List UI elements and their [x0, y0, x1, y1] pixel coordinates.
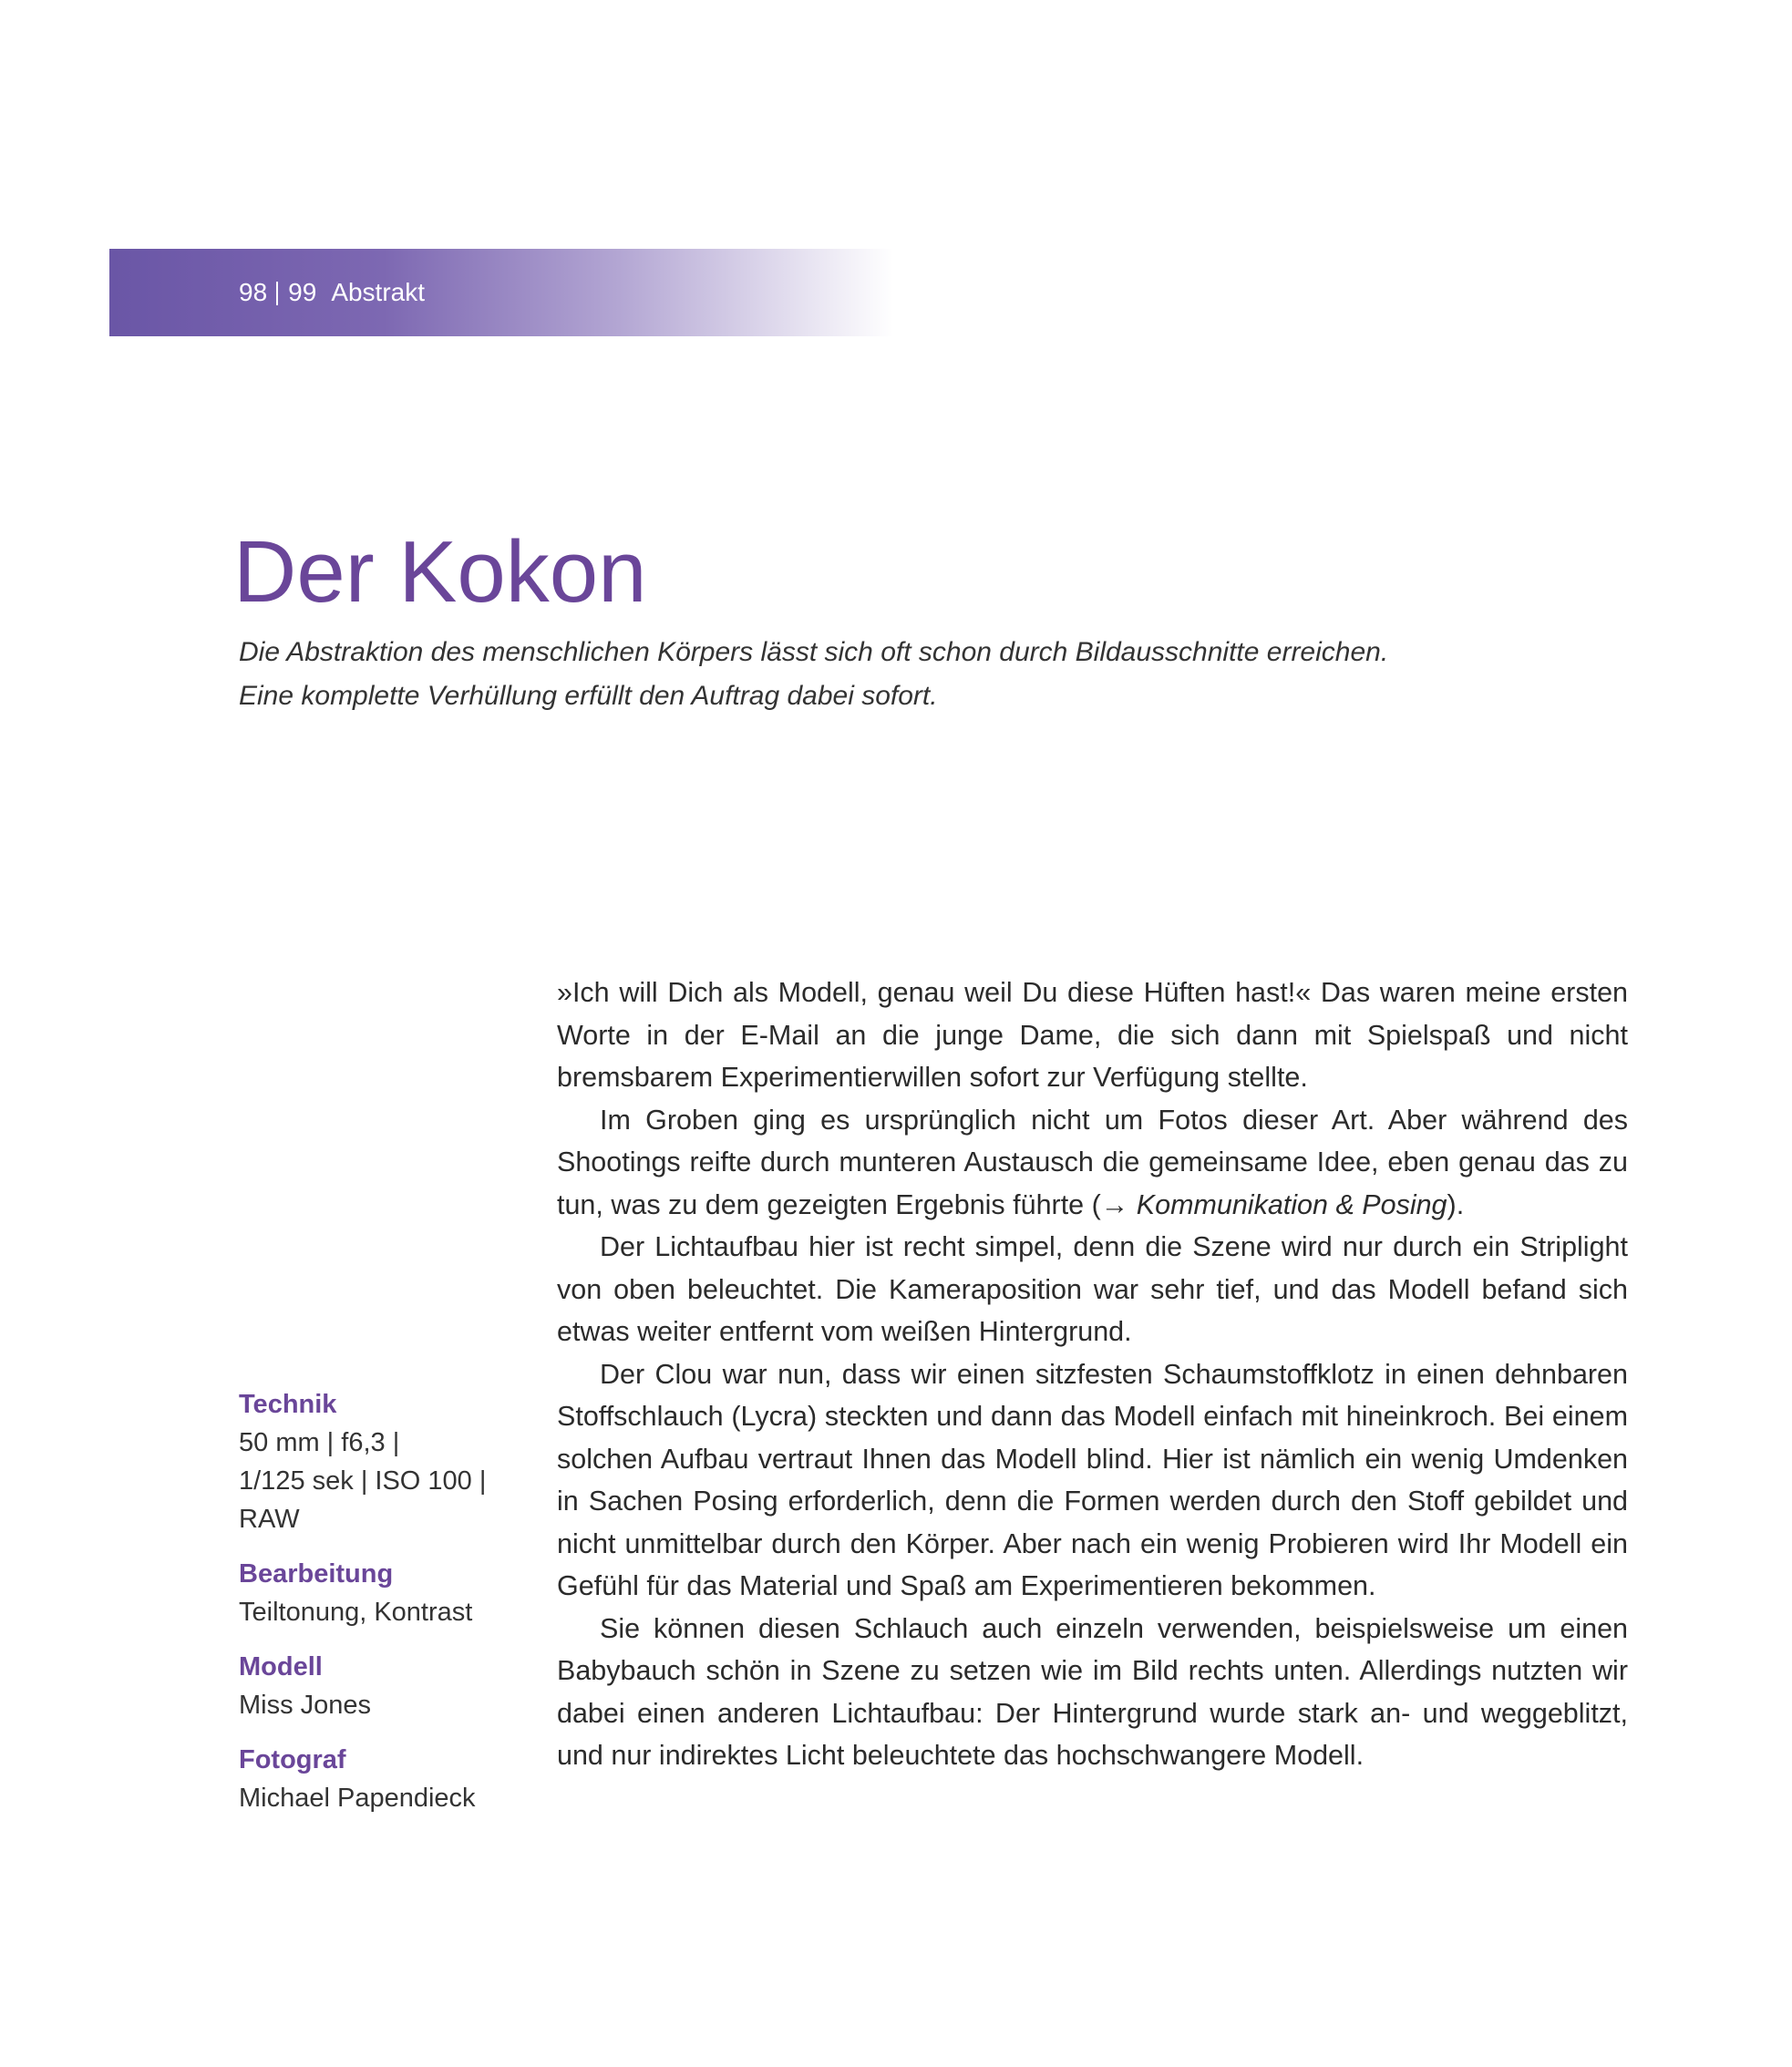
page-number-divider: [276, 282, 278, 305]
meta-modell-label: Modell: [239, 1652, 323, 1681]
paragraph-3: Der Lichtaufbau hier ist recht simpel, denn die Szene wird nur durch ein Striplight von oben beleuchtet. Die Kameraposition war sehr tief, und das Modell befand sich etwas weiter entfernt vom weißen Hintergrund.: [557, 1231, 1628, 1347]
page-title: Der Kokon: [233, 523, 647, 621]
meta-technik-label: Technik: [239, 1390, 337, 1419]
meta-technik-value-1: 50 mm | f6,3 |: [239, 1428, 400, 1457]
paragraph-2-text-end: ).: [1447, 1188, 1465, 1220]
article-body: [557, 972, 1628, 1777]
paragraph-1: »Ich will Dich als Modell, genau weil Du diese Hüften hast!« Das waren meine ersten Worte in der E-Mail an die junge Dame, die sich dann mit Spielspaß und nicht bremsbarem Experimentierwillen sofort zur Verfügung stellte.: [557, 977, 1628, 1093]
page-subtitle: [239, 631, 1624, 718]
meta-technik-value-3: RAW: [239, 1505, 300, 1534]
meta-modell: [239, 1648, 512, 1724]
meta-fotograf-value: Michael Papendieck: [239, 1784, 476, 1813]
photo-metadata-sidebar: [239, 1385, 512, 1834]
paragraph-4: Der Clou war nun, dass wir einen sitzfesten Schaumstoffklotz in einen dehnbaren Stoffschlauch (Lycra) steckten und dann das Modell einfach mit hineinkroch. Bei einem solchen Aufbau vertraut Ihnen das Modell blind. Hier ist nämlich ein wenig Umdenken in Sachen Posing erforderlich, denn die Formen werden durch den Stoff gebildet und nicht unmittelbar durch den Körper. Aber nach ein wenig Probieren wird Ihr Modell ein Gefühl für das Material und Spaß am Experimentieren bekommen.: [557, 1358, 1628, 1601]
chapter-header: [239, 249, 425, 336]
meta-bearbeitung: [239, 1555, 512, 1631]
chapter-header-bar: [109, 249, 893, 336]
meta-bearbeitung-value: Teiltonung, Kontrast: [239, 1598, 473, 1627]
page-number-left: 98: [239, 278, 268, 306]
subtitle-line-2: Eine komplette Verhüllung erfüllt den Auftrag dabei sofort.: [239, 681, 938, 711]
meta-fotograf: [239, 1741, 512, 1817]
meta-fotograf-label: Fotograf: [239, 1745, 346, 1774]
meta-technik: [239, 1385, 512, 1538]
meta-modell-value: Miss Jones: [239, 1691, 372, 1720]
page-number-right: 99: [288, 278, 317, 306]
chapter-section-title: Abstrakt: [331, 278, 426, 306]
paragraph-2-text-start: Im Groben ging es ursprünglich nicht um Fotos dieser Art. Aber während des Shootings reifte durch munteren Austausch die gemeinsame Idee, eben genau das zu tun, was zu dem gezeigten Ergebnis führte (: [557, 1104, 1628, 1220]
meta-bearbeitung-label: Bearbeitung: [239, 1559, 394, 1589]
subtitle-line-1: Die Abstraktion des menschlichen Körpers lässt sich oft schon durch Bildausschnitte erreichen.: [239, 637, 1389, 667]
paragraph-5: Sie können diesen Schlauch auch einzeln verwenden, beispielsweise um einen Babybauch schön in Szene zu setzen wie im Bild rechts unten. Allerdings nutzten wir dabei einen anderen Lichtaufbau: Der Hintergrund wurde stark an- und weggeblitzt, und nur indirektes Licht beleuchtete das hochschwangere Modell.: [557, 1612, 1628, 1771]
meta-technik-value-2: 1/125 sek | ISO 100 |: [239, 1466, 487, 1496]
paragraph-2: [557, 1099, 1628, 1227]
cross-reference-arrow-icon: →: [1100, 1188, 1129, 1220]
cross-reference-link: Kommunikation & Posing: [1136, 1188, 1447, 1220]
